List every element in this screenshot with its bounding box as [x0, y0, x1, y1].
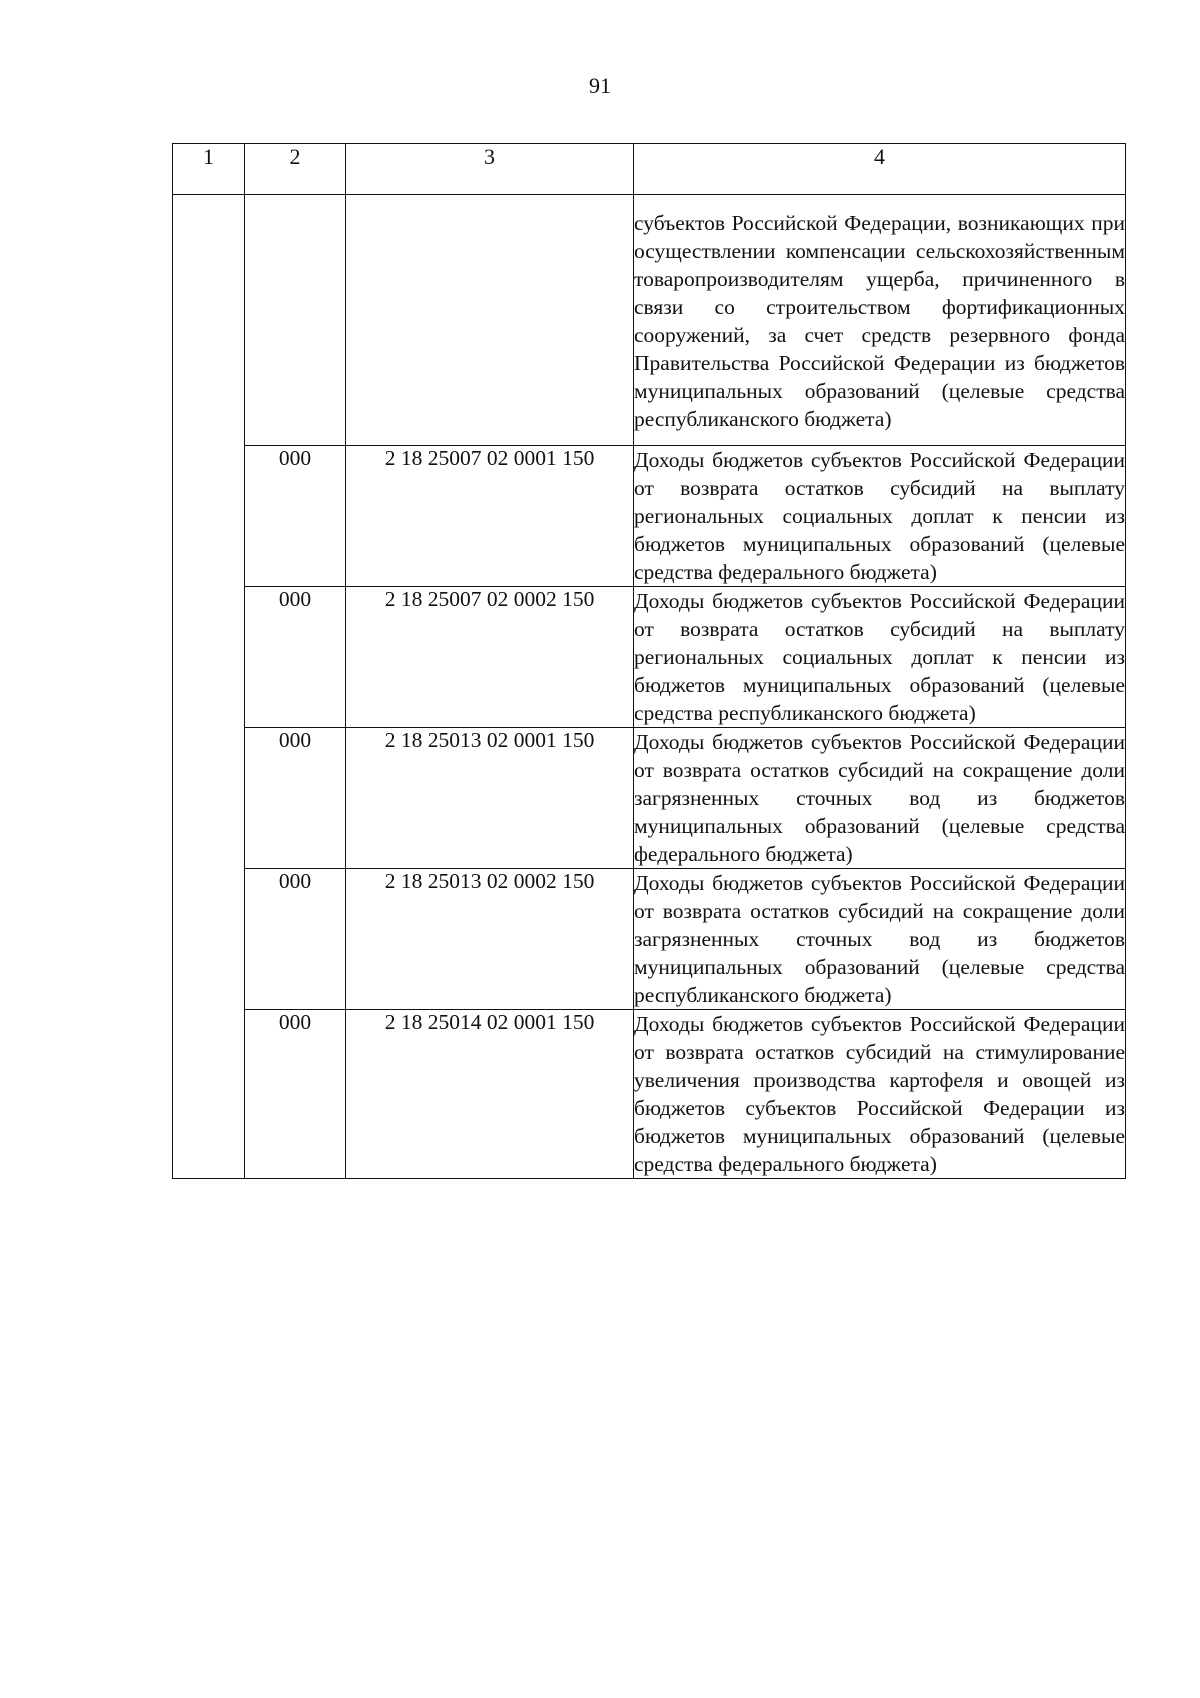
header-col-4: 4: [634, 144, 1126, 195]
table-header-row: [173, 144, 1126, 195]
admin-code-cell: 000: [245, 869, 346, 1010]
description-cell: [634, 446, 1126, 587]
description-cell: [634, 869, 1126, 1010]
budget-classification-table: [172, 143, 1126, 1179]
kbk-cell: 2 18 25013 02 0002 150: [346, 869, 634, 1010]
page-number: 91: [589, 73, 611, 98]
row-description: Доходы бюджетов субъектов Российской Федерации от возврата остатков субсидий на выплату региональных социальных доплат к пенсии из бюджетов муниципальных образований (целевые средства республиканского бюджета): [634, 589, 1125, 725]
admin-code-cell: 000: [245, 446, 346, 587]
row-description: Доходы бюджетов субъектов Российской Федерации от возврата остатков субсидий на сокращение доли загрязненных сточных вод из бюджетов муниципальных образований (целевые средства республиканского бюджета): [634, 871, 1125, 1007]
row-description: Доходы бюджетов субъектов Российской Федерации от возврата остатков субсидий на стимулирование увеличения производства картофеля и овощей из бюджетов субъектов Российской Федерации из бюджетов муниципальных образований (целевые средства федерального бюджета): [634, 1012, 1125, 1176]
table-row: [173, 446, 1126, 587]
admin-code-cell: 000: [245, 728, 346, 869]
header-col-3: 3: [346, 144, 634, 195]
kbk-cell: 2 18 25013 02 0001 150: [346, 728, 634, 869]
table-row: [173, 587, 1126, 728]
description-cell: [634, 728, 1126, 869]
header-col-1: 1: [173, 144, 245, 195]
kbk-cell: 2 18 25007 02 0001 150: [346, 446, 634, 587]
admin-code-cell: 000: [245, 587, 346, 728]
table-row: [173, 728, 1126, 869]
table-row-continued: [173, 195, 1126, 446]
table-row: [173, 869, 1126, 1010]
description-cell: [634, 1010, 1126, 1179]
table-row: [173, 1010, 1126, 1179]
kbk-cell: 2 18 25007 02 0002 150: [346, 587, 634, 728]
description-cell: [634, 195, 1126, 446]
row-description: Доходы бюджетов субъектов Российской Федерации от возврата остатков субсидий на сокращение доли загрязненных сточных вод из бюджетов муниципальных образований (целевые средства федерального бюджета): [634, 730, 1125, 866]
col-1-merged-cell: [173, 195, 245, 1179]
row-description: Доходы бюджетов субъектов Российской Федерации от возврата остатков субсидий на выплату региональных социальных доплат к пенсии из бюджетов муниципальных образований (целевые средства федерального бюджета): [634, 448, 1125, 584]
admin-code-cell-empty: [245, 195, 346, 446]
header-col-2: 2: [245, 144, 346, 195]
continued-description: субъектов Российской Федерации, возникающих при осуществлении компенсации сельскохозяйственным товаропроизводителям ущерба, причиненного в связи со строительством фортификационных сооружений, за счет средств резервного фонда Правительства Российской Федерации из бюджетов муниципальных образований (целевые средства республиканского бюджета): [634, 211, 1125, 431]
admin-code-cell: 000: [245, 1010, 346, 1179]
kbk-cell-empty: [346, 195, 634, 446]
kbk-cell: 2 18 25014 02 0001 150: [346, 1010, 634, 1179]
description-cell: [634, 587, 1126, 728]
